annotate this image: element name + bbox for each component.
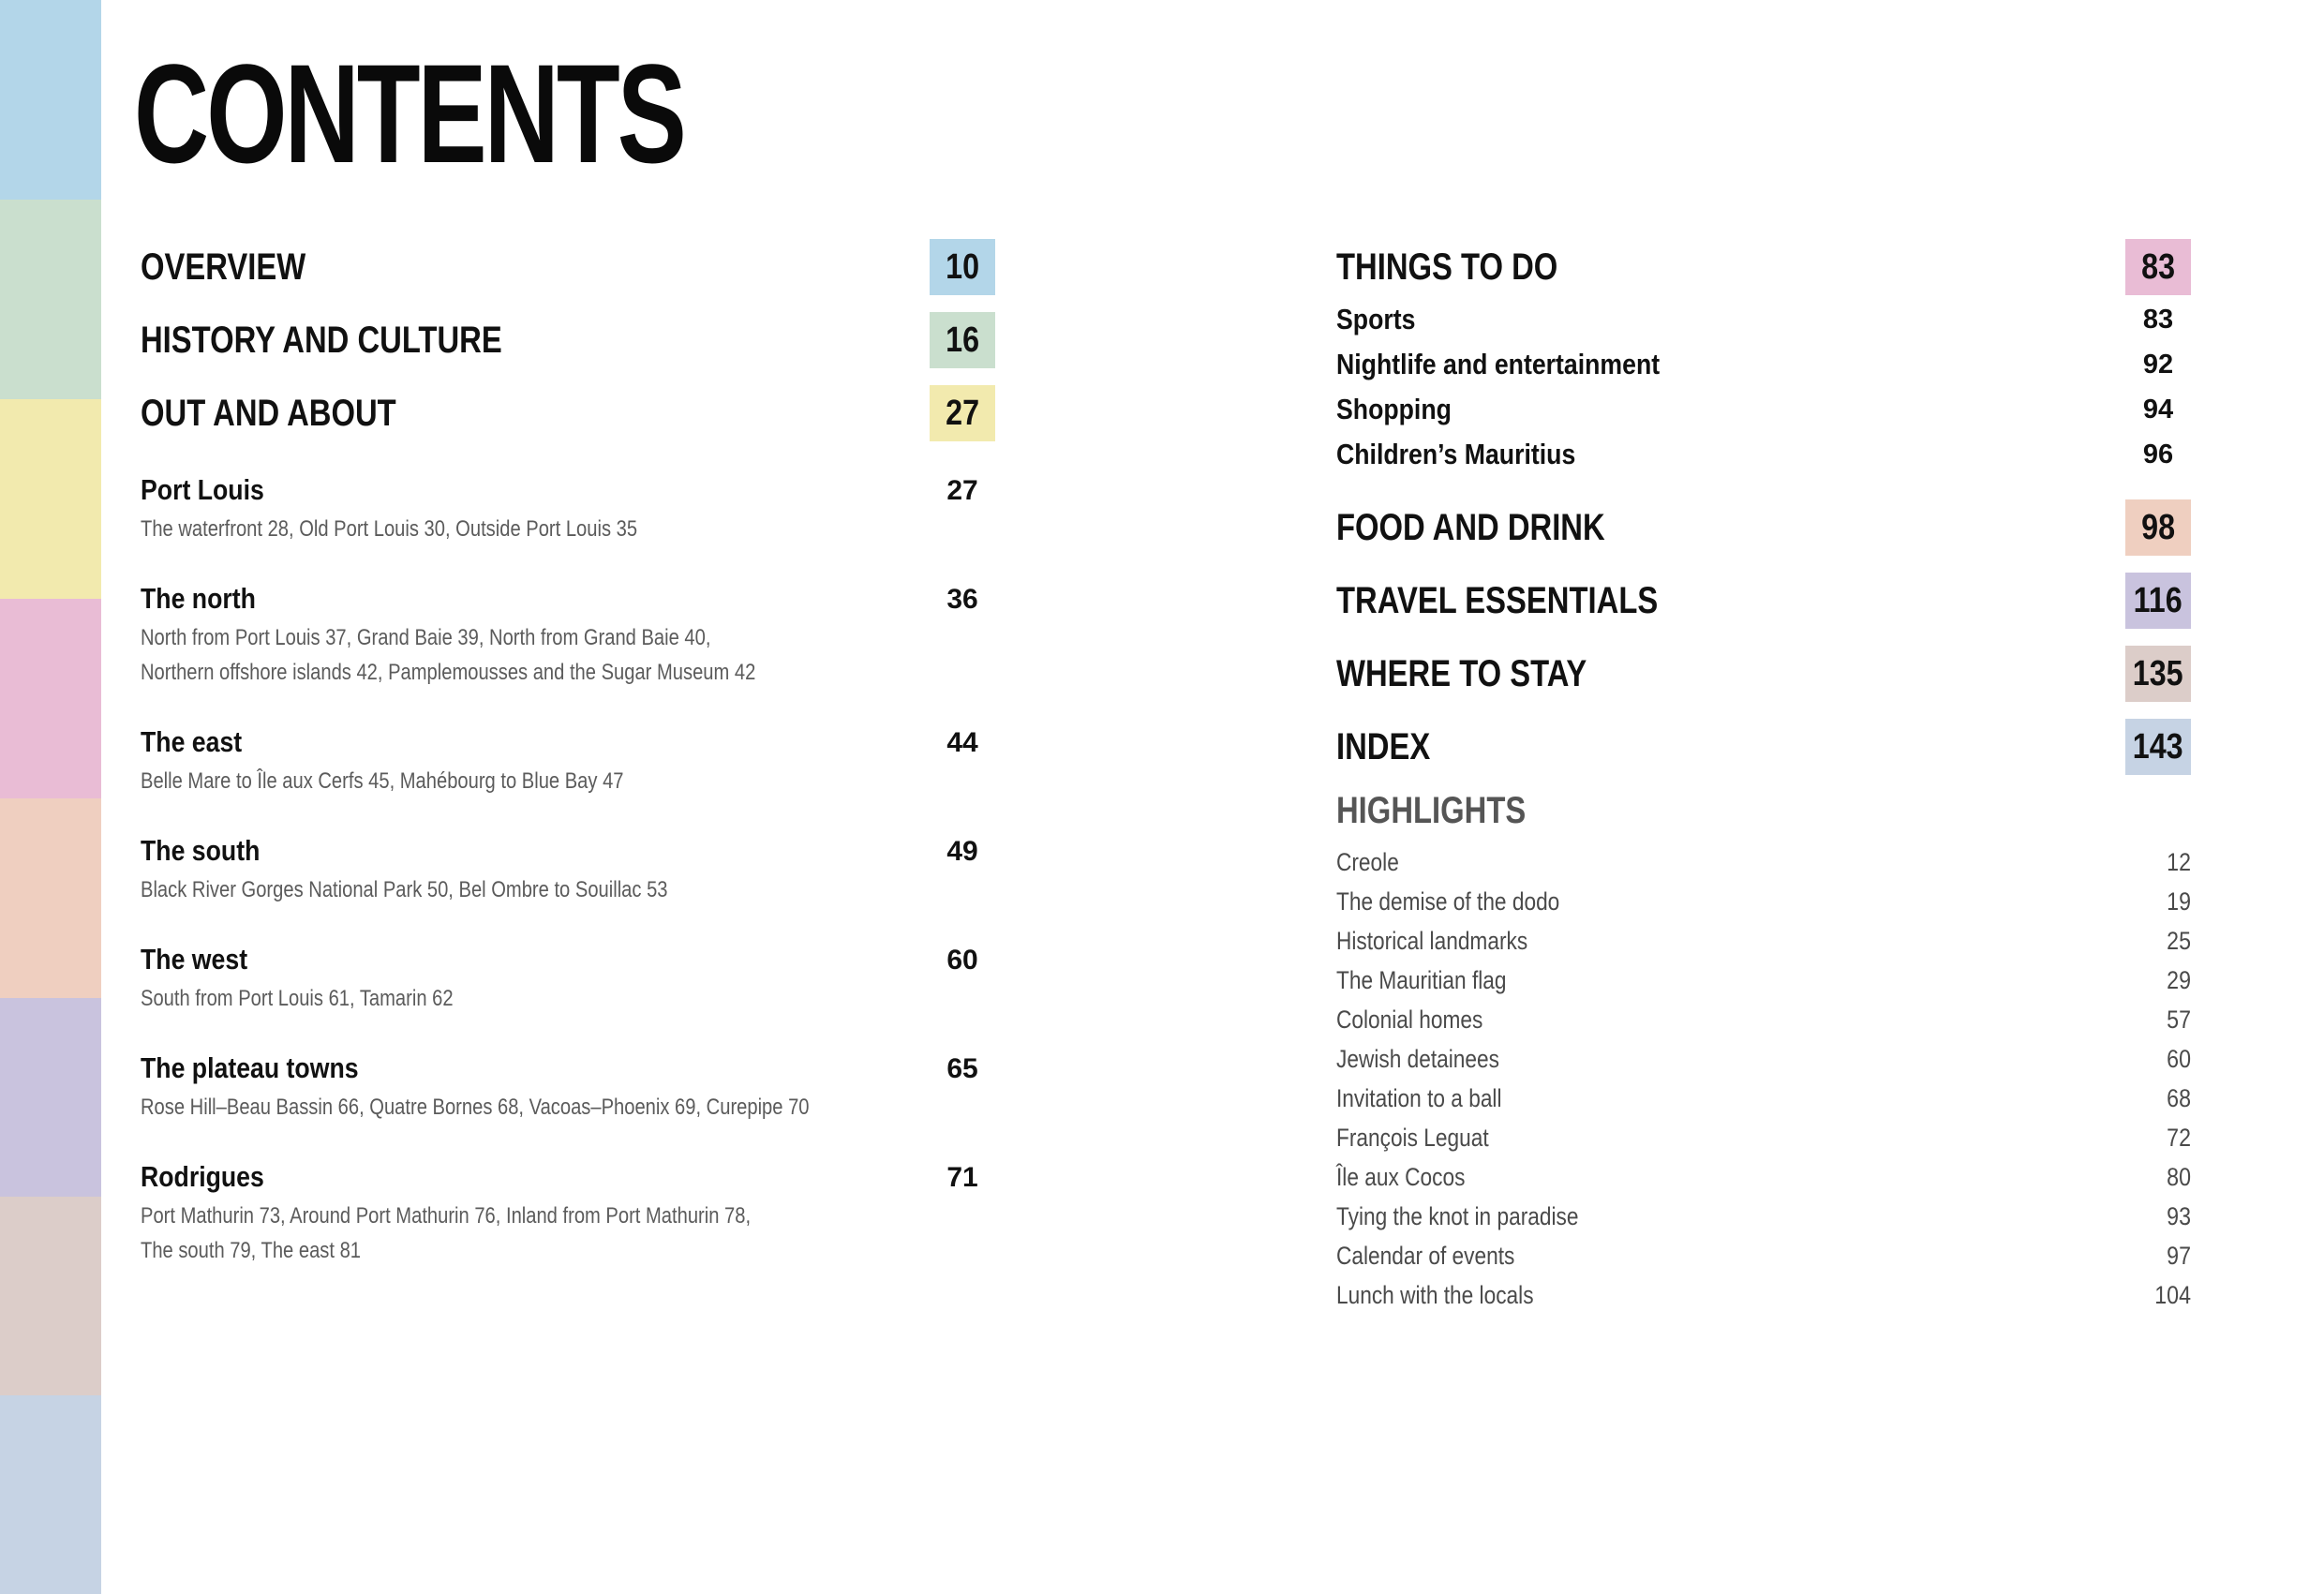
highlight-item[interactable] [1336, 1118, 2191, 1157]
things-item-childrens-mauritius[interactable] [1336, 432, 2191, 477]
things-item-shopping[interactable] [1336, 387, 2191, 432]
highlight-item[interactable] [1336, 1236, 2191, 1275]
highlight-name: Île aux Cocos [1336, 1162, 1466, 1191]
section-name: OUT AND ABOUT [141, 393, 396, 434]
things-item-nightlife[interactable] [1336, 342, 2191, 387]
subsection-page: 49 [946, 836, 978, 867]
highlight-item[interactable] [1336, 1000, 2191, 1039]
section-name: HISTORY AND CULTURE [141, 320, 502, 361]
highlight-page: 80 [2167, 1162, 2191, 1191]
subsection-description: Port Mathurin 73, Around Port Mathurin 76, Inland from Port Mathurin 78, The south 79, The east 81 [141, 1203, 752, 1263]
color-segment [0, 1197, 101, 1395]
highlight-item[interactable] [1336, 1157, 2191, 1197]
subsection-page: 44 [946, 727, 978, 758]
subsection-description: The waterfront 28, Old Port Louis 30, Outside Port Louis 35 [141, 516, 638, 542]
section-history-and-culture[interactable] [141, 312, 995, 368]
things-item-name: Nightlife and entertainment [1336, 348, 1661, 380]
subsection-the-east[interactable] [141, 722, 995, 798]
subsection-name: The west [141, 943, 248, 976]
highlight-item[interactable] [1336, 961, 2191, 1000]
things-item-page: 92 [2142, 349, 2174, 380]
section-page-badge: 10 [930, 239, 995, 295]
highlight-name: Lunch with the locals [1336, 1280, 1534, 1309]
section-name: TRAVEL ESSENTIALS [1336, 580, 1659, 621]
section-page-badge: 16 [930, 312, 995, 368]
subsection-the-south[interactable] [141, 830, 995, 907]
things-item-page: 94 [2142, 394, 2174, 425]
section-page-badge: 143 [2125, 719, 2191, 775]
highlight-item[interactable] [1336, 1079, 2191, 1118]
section-food-and-drink[interactable] [1336, 499, 2191, 556]
subsection-page: 60 [946, 945, 978, 976]
highlight-page: 93 [2167, 1201, 2191, 1230]
section-page-badge: 98 [2125, 499, 2191, 556]
subsection-name: The plateau towns [141, 1051, 359, 1084]
subsection-the-west[interactable] [141, 939, 995, 1016]
color-segment [0, 798, 101, 998]
highlight-name: Colonial homes [1336, 1005, 1483, 1034]
highlight-name: Tying the knot in paradise [1336, 1201, 1579, 1230]
subsection-rodrigues[interactable] [141, 1156, 995, 1268]
highlight-item[interactable] [1336, 882, 2191, 921]
subsection-the-north[interactable] [141, 578, 995, 690]
contents-left-column [141, 239, 995, 1300]
highlight-name: Creole [1336, 847, 1399, 876]
highlight-name: Historical landmarks [1336, 926, 1528, 955]
subsection-page: 36 [946, 584, 978, 615]
side-color-bar [0, 0, 101, 1594]
subsection-the-plateau-towns[interactable] [141, 1048, 995, 1125]
color-segment [0, 599, 101, 798]
subsection-name: The north [141, 582, 256, 615]
highlight-page: 60 [2167, 1044, 2191, 1073]
highlight-page: 104 [2154, 1280, 2191, 1309]
highlight-item[interactable] [1336, 921, 2191, 961]
highlight-page: 29 [2167, 965, 2191, 994]
section-name: OVERVIEW [141, 246, 306, 288]
color-segment [0, 200, 101, 399]
highlight-name: The demise of the dodo [1336, 886, 1560, 916]
section-page-badge: 27 [930, 385, 995, 441]
section-where-to-stay[interactable] [1336, 646, 2191, 702]
section-things-to-do[interactable] [1336, 239, 2191, 295]
highlight-name: Jewish detainees [1336, 1044, 1499, 1073]
highlight-page: 57 [2167, 1005, 2191, 1034]
section-out-and-about[interactable] [141, 385, 995, 441]
highlight-page: 72 [2167, 1123, 2191, 1152]
subsection-description: North from Port Louis 37, Grand Baie 39, North from Grand Baie 40, Northern offshore islands 42, Pamplemousses and the Sugar Museum 42 [141, 625, 756, 685]
section-index[interactable] [1336, 719, 2191, 775]
highlight-page: 97 [2167, 1241, 2191, 1270]
color-segment [0, 998, 101, 1197]
subsection-description: Rose Hill–Beau Bassin 66, Quatre Bornes 68, Vacoas–Phoenix 69, Curepipe 70 [141, 1095, 810, 1120]
highlight-page: 12 [2167, 847, 2191, 876]
subsection-name: Rodrigues [141, 1160, 264, 1193]
section-page-badge: 116 [2125, 573, 2191, 629]
color-segment [0, 1395, 101, 1594]
highlight-page: 19 [2167, 886, 2191, 916]
subsection-page: 27 [946, 475, 978, 506]
things-item-name: Sports [1336, 303, 1416, 335]
highlight-name: The Mauritian flag [1336, 965, 1507, 994]
page-title: CONTENTS [134, 35, 684, 192]
section-name: FOOD AND DRINK [1336, 507, 1605, 548]
subsection-page: 71 [946, 1162, 978, 1193]
highlight-item[interactable] [1336, 1275, 2191, 1315]
things-item-name: Children’s Mauritius [1336, 438, 1576, 470]
subsection-port-louis[interactable] [141, 469, 995, 546]
color-segment [0, 399, 101, 599]
highlights-heading: HIGHLIGHTS [1336, 790, 1527, 831]
highlight-name: Invitation to a ball [1336, 1083, 1502, 1112]
section-travel-essentials[interactable] [1336, 573, 2191, 629]
subsection-name: The east [141, 725, 243, 758]
things-item-sports[interactable] [1336, 297, 2191, 342]
things-item-page: 83 [2142, 304, 2174, 335]
highlight-name: Calendar of events [1336, 1241, 1515, 1270]
subsection-name: The south [141, 834, 261, 867]
highlight-page: 25 [2167, 926, 2191, 955]
section-name: INDEX [1336, 726, 1431, 767]
subsection-page: 65 [946, 1053, 978, 1084]
color-segment [0, 0, 101, 200]
subsection-description: South from Port Louis 61, Tamarin 62 [141, 986, 454, 1011]
contents-right-column [1336, 239, 2191, 1315]
subsection-description: Black River Gorges National Park 50, Bel Ombre to Souillac 53 [141, 877, 668, 902]
section-overview[interactable] [141, 239, 995, 295]
section-name: THINGS TO DO [1336, 246, 1558, 288]
highlight-name: François Leguat [1336, 1123, 1489, 1152]
highlight-item[interactable] [1336, 1039, 2191, 1079]
things-item-name: Shopping [1336, 393, 1452, 425]
section-page-badge: 83 [2125, 239, 2191, 295]
subsection-name: Port Louis [141, 473, 264, 506]
section-name: WHERE TO STAY [1336, 653, 1587, 694]
section-page-badge: 135 [2125, 646, 2191, 702]
highlight-page: 68 [2167, 1083, 2191, 1112]
highlight-item[interactable] [1336, 842, 2191, 882]
highlight-item[interactable] [1336, 1197, 2191, 1236]
things-item-page: 96 [2142, 439, 2174, 469]
subsection-description: Belle Mare to Île aux Cerfs 45, Mahébourg to Blue Bay 47 [141, 768, 624, 794]
